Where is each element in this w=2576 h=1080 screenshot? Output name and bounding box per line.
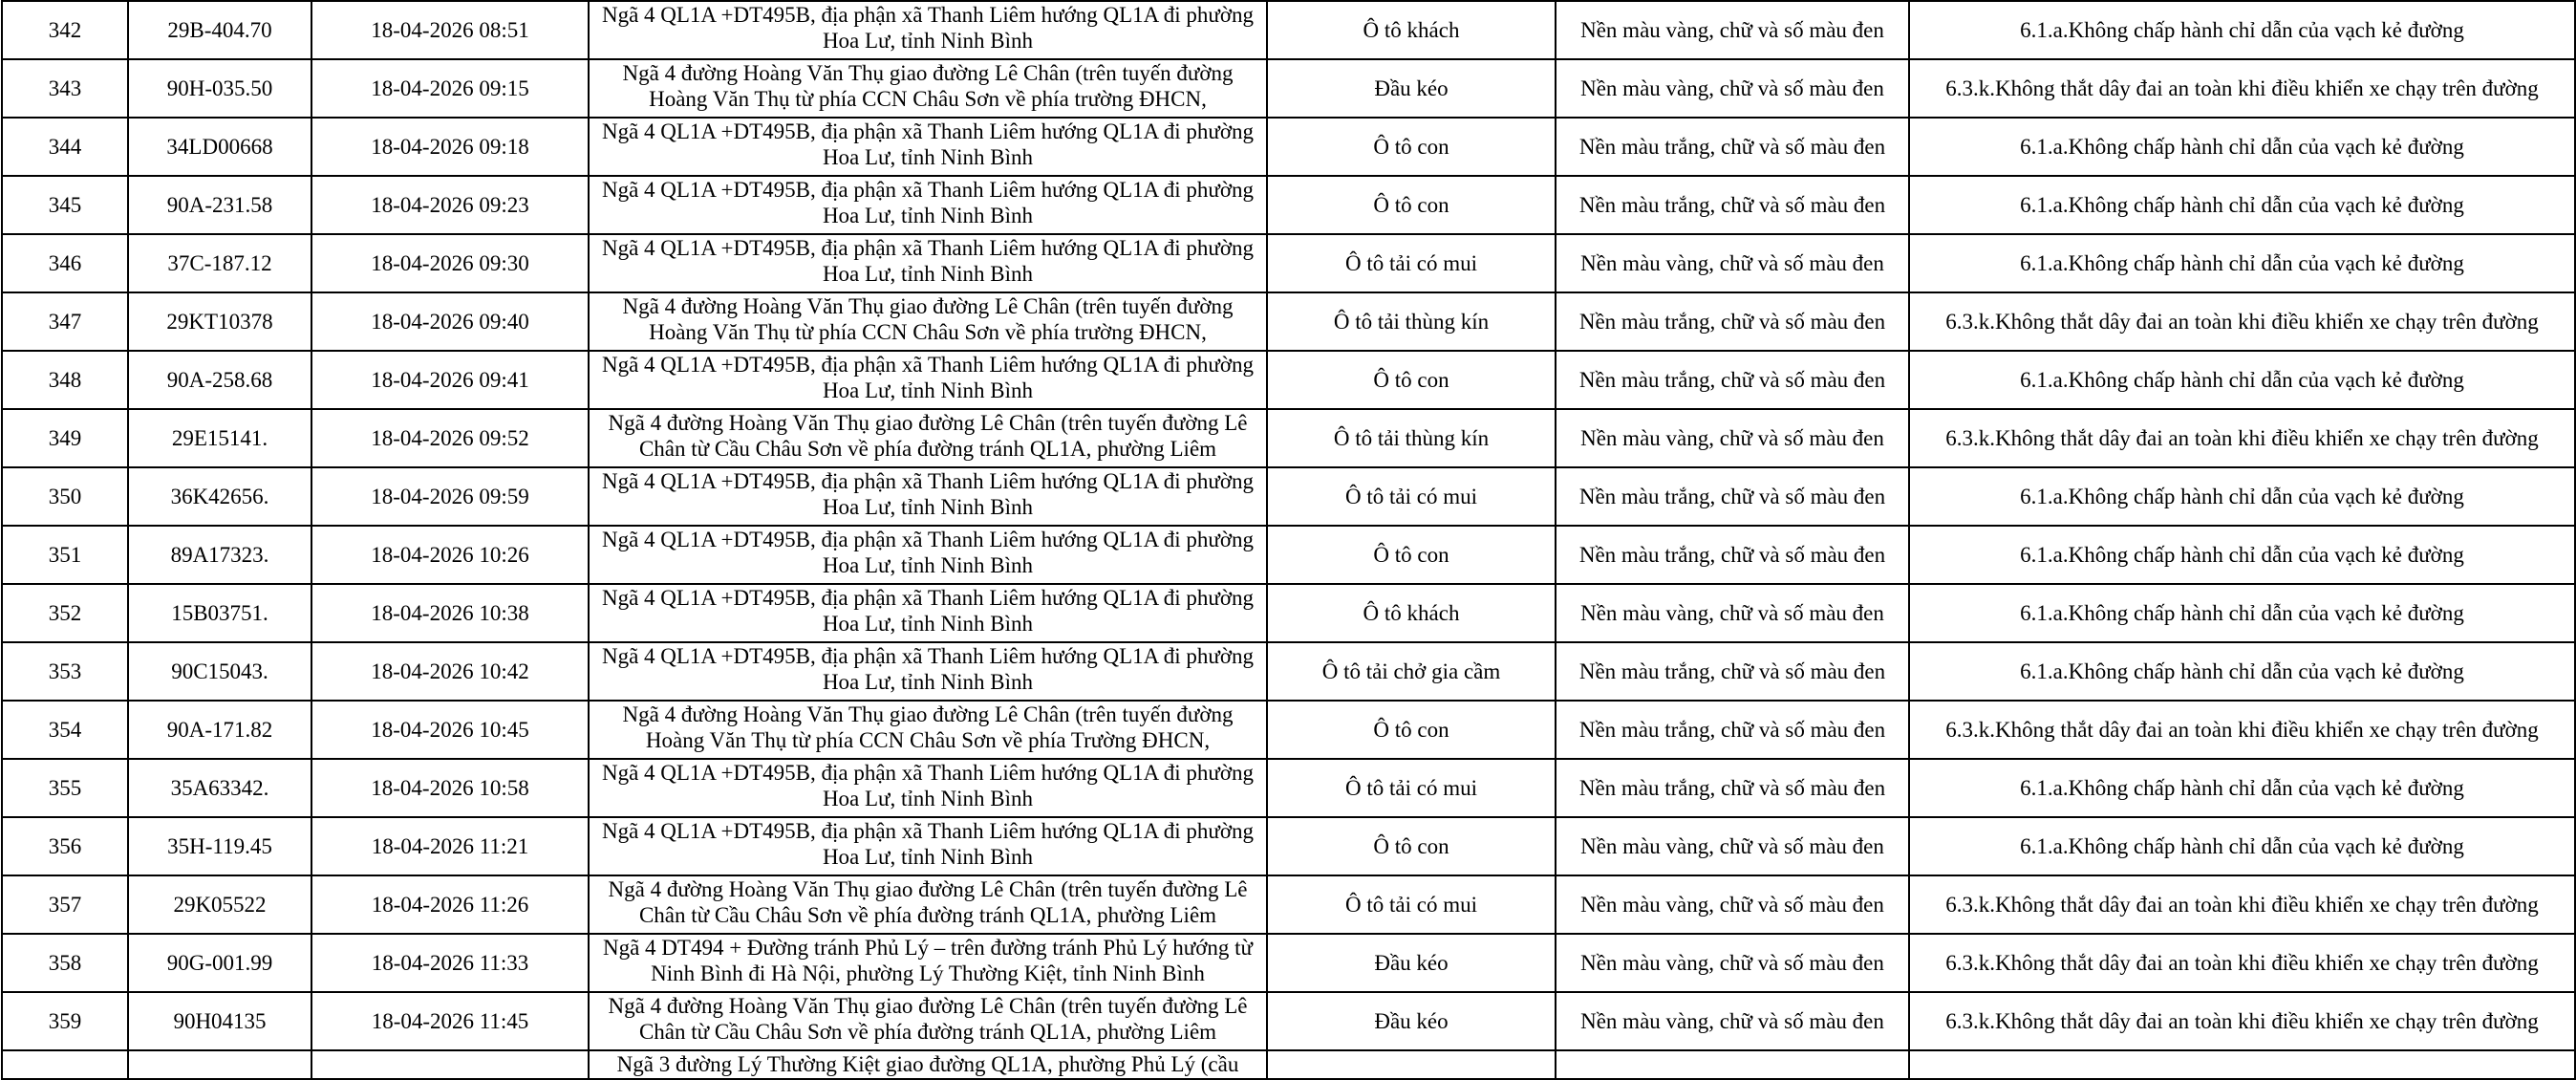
cell-violation: 6.3.k.Không thắt dây đai an toàn khi điều khiển xe chạy trên đường	[1909, 701, 2575, 759]
table-row	[2, 759, 2575, 817]
cell-vehicle: Ô tô tải có mui	[1267, 467, 1556, 526]
cell-stt: 345	[2, 176, 128, 234]
cell-plate-color: Nền màu vàng, chữ và số màu đen	[1556, 409, 1909, 467]
table-row	[2, 351, 2575, 409]
cell-plate: 89A17323.	[128, 526, 311, 584]
cell-violation: 6.1.a.Không chấp hành chỉ dẫn của vạch kẻ đường	[1909, 584, 2575, 642]
cell-plate-color: Nền màu vàng, chữ và số màu đen	[1556, 875, 1909, 934]
cell-plate-color: Nền màu vàng, chữ và số màu đen	[1556, 234, 1909, 292]
cell-plate: 90C15043.	[128, 642, 311, 701]
table-row	[2, 234, 2575, 292]
cell-time: 18-04-2026 09:40	[311, 292, 589, 351]
table-row	[2, 701, 2575, 759]
cell-plate-color: Nền màu vàng, chữ và số màu đen	[1556, 584, 1909, 642]
cell-location-text: Ngã 4 QL1A +DT495B, địa phận xã Thanh Liêm hướng QL1A đi phường Hoa Lư, tỉnh Ninh Bình	[601, 178, 1255, 227]
cell-violation: 6.1.a.Không chấp hành chỉ dẫn của vạch kẻ đường	[1909, 118, 2575, 176]
cell-vehicle: Ô tô tải có mui	[1267, 759, 1556, 817]
table-row-partial-bottom	[2, 1050, 2575, 1079]
cell-plate-color: Nền màu vàng, chữ và số màu đen	[1556, 817, 1909, 875]
cell-plate-color: Nền màu trắng, chữ và số màu đen	[1556, 351, 1909, 409]
cell-location-text: Ngã 4 QL1A +DT495B, địa phận xã Thanh Liêm hướng QL1A đi phường Hoa Lư, tỉnh Ninh Bình	[601, 3, 1255, 53]
cell-location	[589, 817, 1267, 875]
cell-violation: 6.1.a.Không chấp hành chỉ dẫn của vạch kẻ đường	[1909, 1, 2575, 59]
cell-location	[589, 467, 1267, 526]
cell-violation	[1909, 1050, 2575, 1079]
cell-time: 18-04-2026 09:18	[311, 118, 589, 176]
cell-plate: 29KT10378	[128, 292, 311, 351]
cell-violation: 6.3.k.Không thắt dây đai an toàn khi điều khiển xe chạy trên đường	[1909, 992, 2575, 1050]
cell-time: 18-04-2026 09:59	[311, 467, 589, 526]
cell-stt: 349	[2, 409, 128, 467]
cell-plate-color: Nền màu trắng, chữ và số màu đen	[1556, 467, 1909, 526]
cell-vehicle: Ô tô con	[1267, 701, 1556, 759]
cell-stt: 354	[2, 701, 128, 759]
cell-plate: 34LD00668	[128, 118, 311, 176]
cell-stt: 359	[2, 992, 128, 1050]
cell-time: 18-04-2026 09:23	[311, 176, 589, 234]
cell-time: 18-04-2026 09:15	[311, 59, 589, 118]
cell-violation: 6.3.k.Không thắt dây đai an toàn khi điều khiển xe chạy trên đường	[1909, 875, 2575, 934]
table-row	[2, 176, 2575, 234]
cell-location	[589, 176, 1267, 234]
cell-violation: 6.3.k.Không thắt dây đai an toàn khi điều khiển xe chạy trên đường	[1909, 934, 2575, 992]
table-row	[2, 409, 2575, 467]
table-body	[2, 0, 2575, 1079]
cell-vehicle: Ô tô con	[1267, 817, 1556, 875]
cell-stt: 347	[2, 292, 128, 351]
cell-location-text: Ngã 4 đường Hoàng Văn Thụ giao đường Lê Chân (trên tuyến đường Lê Chân từ Cầu Châu Sơn về phía đường tránh QL1A, phường Liêm	[608, 877, 1248, 927]
cell-vehicle: Đầu kéo	[1267, 992, 1556, 1050]
cell-stt: 352	[2, 584, 128, 642]
cell-location-text: Ngã 4 QL1A +DT495B, địa phận xã Thanh Liêm hướng QL1A đi phường Hoa Lư, tỉnh Ninh Bình	[601, 353, 1255, 402]
cell-time: 18-04-2026 10:58	[311, 759, 589, 817]
cell-time: 18-04-2026 10:26	[311, 526, 589, 584]
cell-time: 18-04-2026 10:38	[311, 584, 589, 642]
cell-vehicle: Ô tô tải chở gia cầm	[1267, 642, 1556, 701]
table-row	[2, 292, 2575, 351]
cell-plate: 90H04135	[128, 992, 311, 1050]
cell-location-text: Ngã 4 đường Hoàng Văn Thụ giao đường Lê Chân (trên tuyến đường Hoàng Văn Thụ từ phía CCN Châu Sơn về phía Trường ĐHCN,	[622, 702, 1234, 752]
cell-location	[589, 759, 1267, 817]
cell-location	[589, 1, 1267, 59]
table-row	[2, 642, 2575, 701]
cell-location-text: Ngã 4 QL1A +DT495B, địa phận xã Thanh Liêm hướng QL1A đi phường Hoa Lư, tỉnh Ninh Bình	[601, 819, 1255, 869]
cell-location	[589, 1050, 1267, 1079]
cell-location-text: Ngã 4 QL1A +DT495B, địa phận xã Thanh Liêm hướng QL1A đi phường Hoa Lư, tỉnh Ninh Bình	[601, 469, 1255, 519]
cell-location	[589, 59, 1267, 118]
cell-time: 18-04-2026 09:41	[311, 351, 589, 409]
cell-vehicle: Ô tô con	[1267, 176, 1556, 234]
cell-location-text: Ngã 4 đường Hoàng Văn Thụ giao đường Lê Chân (trên tuyến đường Lê Chân từ Cầu Châu Sơn về phía đường tránh QL1A, phường Liêm	[608, 994, 1248, 1044]
cell-stt: 350	[2, 467, 128, 526]
cell-location-text: Ngã 4 đường Hoàng Văn Thụ giao đường Lê Chân (trên tuyến đường Hoàng Văn Thụ từ phía CCN Châu Sơn về phía trường ĐHCN,	[622, 294, 1234, 344]
cell-plate-color: Nền màu trắng, chữ và số màu đen	[1556, 759, 1909, 817]
cell-vehicle: Ô tô con	[1267, 526, 1556, 584]
table-row	[2, 875, 2575, 934]
table-row	[2, 934, 2575, 992]
cell-stt: 346	[2, 234, 128, 292]
cell-stt: 348	[2, 351, 128, 409]
cell-violation: 6.1.a.Không chấp hành chỉ dẫn của vạch kẻ đường	[1909, 351, 2575, 409]
cell-plate: 90A-258.68	[128, 351, 311, 409]
cell-plate: 90A-231.58	[128, 176, 311, 234]
cell-location-text: Ngã 4 QL1A +DT495B, địa phận xã Thanh Liêm hướng QL1A đi phường Hoa Lư, tỉnh Ninh Bình	[601, 236, 1255, 286]
cell-location	[589, 934, 1267, 992]
cell-vehicle: Ô tô khách	[1267, 584, 1556, 642]
cell-time: 18-04-2026 09:52	[311, 409, 589, 467]
cell-stt: 357	[2, 875, 128, 934]
table-row	[2, 467, 2575, 526]
cell-stt: 356	[2, 817, 128, 875]
cell-plate-color: Nền màu vàng, chữ và số màu đen	[1556, 992, 1909, 1050]
cell-plate: 36K42656.	[128, 467, 311, 526]
cell-vehicle: Ô tô tải thùng kín	[1267, 292, 1556, 351]
cell-vehicle: Ô tô con	[1267, 118, 1556, 176]
cell-plate-color: Nền màu vàng, chữ và số màu đen	[1556, 1, 1909, 59]
cell-plate: 35H-119.45	[128, 817, 311, 875]
cell-location	[589, 351, 1267, 409]
cell-location-text: Ngã 4 QL1A +DT495B, địa phận xã Thanh Liêm hướng QL1A đi phường Hoa Lư, tỉnh Ninh Bình	[601, 761, 1255, 810]
cell-plate: 90G-001.99	[128, 934, 311, 992]
table-row	[2, 526, 2575, 584]
cell-time: 18-04-2026 09:30	[311, 234, 589, 292]
cell-violation: 6.1.a.Không chấp hành chỉ dẫn của vạch kẻ đường	[1909, 176, 2575, 234]
cell-stt	[2, 1050, 128, 1079]
cell-time: 18-04-2026 11:45	[311, 992, 589, 1050]
cell-plate: 29K05522	[128, 875, 311, 934]
cell-time	[311, 1050, 589, 1079]
cell-time: 18-04-2026 10:42	[311, 642, 589, 701]
cell-plate	[128, 1050, 311, 1079]
cell-violation: 6.1.a.Không chấp hành chỉ dẫn của vạch kẻ đường	[1909, 467, 2575, 526]
cell-stt: 358	[2, 934, 128, 992]
cell-location	[589, 992, 1267, 1050]
cell-plate: 90A-171.82	[128, 701, 311, 759]
cell-location-text: Ngã 4 QL1A +DT495B, địa phận xã Thanh Liêm hướng QL1A đi phường Hoa Lư, tỉnh Ninh Bình	[601, 528, 1255, 577]
cell-stt: 343	[2, 59, 128, 118]
cell-plate-color: Nền màu trắng, chữ và số màu đen	[1556, 176, 1909, 234]
table-row	[2, 118, 2575, 176]
cell-location-text: Ngã 4 QL1A +DT495B, địa phận xã Thanh Liêm hướng QL1A đi phường Hoa Lư, tỉnh Ninh Bình	[601, 644, 1255, 694]
cell-location	[589, 118, 1267, 176]
violation-table	[1, 0, 2576, 1080]
cell-vehicle: Ô tô tải có mui	[1267, 875, 1556, 934]
cell-location	[589, 584, 1267, 642]
cell-plate: 15B03751.	[128, 584, 311, 642]
cell-vehicle: Đầu kéo	[1267, 934, 1556, 992]
cell-plate: 29B-404.70	[128, 1, 311, 59]
cell-location-text: Ngã 4 đường Hoàng Văn Thụ giao đường Lê Chân (trên tuyến đường Lê Chân từ Cầu Châu Sơn về phía đường tránh QL1A, phường Liêm	[608, 411, 1248, 461]
cell-location	[589, 409, 1267, 467]
cell-plate-color: Nền màu trắng, chữ và số màu đen	[1556, 701, 1909, 759]
cell-vehicle: Ô tô tải có mui	[1267, 234, 1556, 292]
cell-stt: 351	[2, 526, 128, 584]
cell-time: 18-04-2026 08:51	[311, 1, 589, 59]
cell-plate-color: Nền màu trắng, chữ và số màu đen	[1556, 292, 1909, 351]
cell-violation: 6.3.k.Không thắt dây đai an toàn khi điều khiển xe chạy trên đường	[1909, 292, 2575, 351]
cell-time: 18-04-2026 10:45	[311, 701, 589, 759]
cell-location-text: Ngã 4 DT494 + Đường tránh Phủ Lý – trên đường tránh Phủ Lý hướng từ Ninh Bình đi Hà Nội, phường Lý Thường Kiệt, tỉnh Ninh Bình	[602, 936, 1253, 985]
cell-violation: 6.1.a.Không chấp hành chỉ dẫn của vạch kẻ đường	[1909, 817, 2575, 875]
cell-time: 18-04-2026 11:21	[311, 817, 589, 875]
cell-location-text: Ngã 3 đường Lý Thường Kiệt giao đường QL1A, phường Phủ Lý (cầu	[616, 1052, 1239, 1076]
table-row	[2, 59, 2575, 118]
cell-vehicle: Ô tô tải thùng kín	[1267, 409, 1556, 467]
cell-plate-color	[1556, 1050, 1909, 1079]
cell-plate: 29E15141.	[128, 409, 311, 467]
cell-stt: 353	[2, 642, 128, 701]
cell-violation: 6.1.a.Không chấp hành chỉ dẫn của vạch kẻ đường	[1909, 234, 2575, 292]
table-row	[2, 584, 2575, 642]
cell-vehicle	[1267, 1050, 1556, 1079]
cell-violation: 6.1.a.Không chấp hành chỉ dẫn của vạch kẻ đường	[1909, 526, 2575, 584]
cell-stt: 342	[2, 1, 128, 59]
table-row	[2, 817, 2575, 875]
cell-plate-color: Nền màu vàng, chữ và số màu đen	[1556, 934, 1909, 992]
cell-location	[589, 642, 1267, 701]
cell-stt: 344	[2, 118, 128, 176]
table-row	[2, 992, 2575, 1050]
cell-location-text: Ngã 4 QL1A +DT495B, địa phận xã Thanh Liêm hướng QL1A đi phường Hoa Lư, tỉnh Ninh Bình	[601, 119, 1255, 169]
cell-plate-color: Nền màu trắng, chữ và số màu đen	[1556, 526, 1909, 584]
cell-plate-color: Nền màu trắng, chữ và số màu đen	[1556, 642, 1909, 701]
cell-stt: 355	[2, 759, 128, 817]
cell-plate: 35A63342.	[128, 759, 311, 817]
cell-vehicle: Đầu kéo	[1267, 59, 1556, 118]
cell-location-text: Ngã 4 đường Hoàng Văn Thụ giao đường Lê Chân (trên tuyến đường Hoàng Văn Thụ từ phía CCN Châu Sơn về phía trường ĐHCN,	[622, 61, 1234, 111]
cell-location	[589, 701, 1267, 759]
cell-location	[589, 526, 1267, 584]
cell-location	[589, 875, 1267, 934]
cell-violation: 6.3.k.Không thắt dây đai an toàn khi điều khiển xe chạy trên đường	[1909, 409, 2575, 467]
cell-violation: 6.3.k.Không thắt dây đai an toàn khi điều khiển xe chạy trên đường	[1909, 59, 2575, 118]
cell-plate-color: Nền màu vàng, chữ và số màu đen	[1556, 59, 1909, 118]
cell-violation: 6.1.a.Không chấp hành chỉ dẫn của vạch kẻ đường	[1909, 642, 2575, 701]
cell-plate-color: Nền màu trắng, chữ và số màu đen	[1556, 118, 1909, 176]
cell-location	[589, 292, 1267, 351]
cell-vehicle: Ô tô con	[1267, 351, 1556, 409]
cell-location	[589, 234, 1267, 292]
cell-location-text: Ngã 4 QL1A +DT495B, địa phận xã Thanh Liêm hướng QL1A đi phường Hoa Lư, tỉnh Ninh Bình	[601, 586, 1255, 636]
cell-plate: 90H-035.50	[128, 59, 311, 118]
cell-vehicle: Ô tô khách	[1267, 1, 1556, 59]
cell-plate: 37C-187.12	[128, 234, 311, 292]
cell-violation: 6.1.a.Không chấp hành chỉ dẫn của vạch kẻ đường	[1909, 759, 2575, 817]
cell-time: 18-04-2026 11:33	[311, 934, 589, 992]
table-row	[2, 1, 2575, 59]
cell-time: 18-04-2026 11:26	[311, 875, 589, 934]
